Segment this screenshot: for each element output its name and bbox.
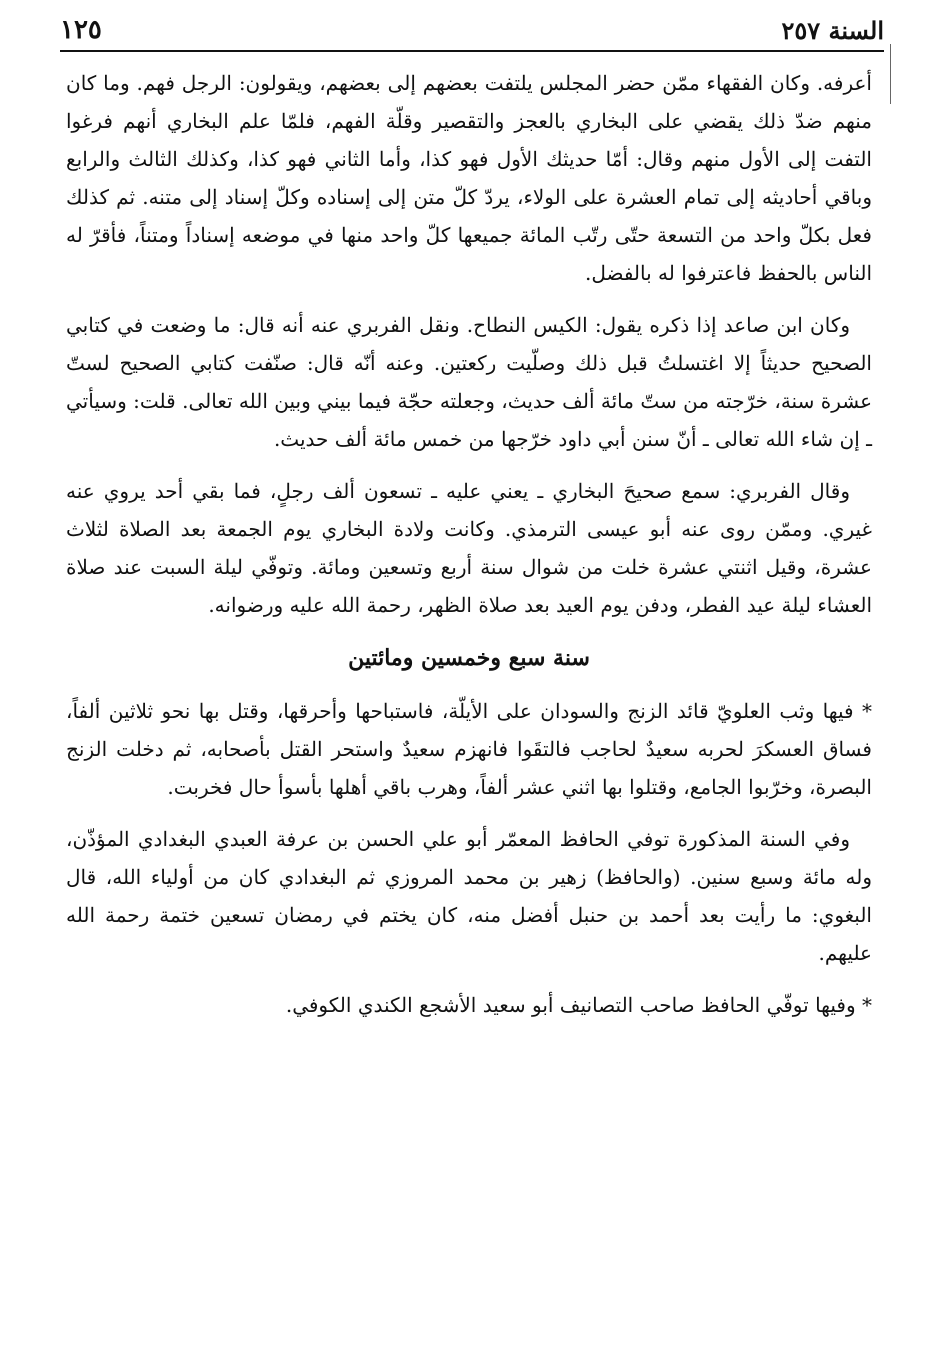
paragraph-ibn-saad: وكان ابن صاعد إذا ذكره يقول: الكيس النطاح. ونقل الفربري عنه أنه قال: ما وضعت في كتابي الصحيح حديثاً إلا اغتسلتُ قبل ذلك وصلّيت ركعتين. وعنه أنّه قال: صنّفت كتابي الصحيح لستّ عشرة سنة، خرّجته من ستّ مائة ألف حديث، وجعلته حجّة فيما بيني وبين الله تعالى. قلت: وسيأتي ـ إن شاء الله تعالى ـ أنّ سنن أبي داود خرّجها من خمس مائة ألف حديث. — [66, 313, 872, 451]
paragraph-ashja: * وفيها توفّي الحافظ صاحب التصانيف أبو سعيد الأشجع الكندي الكوفي. — [285, 993, 872, 1017]
header-rule — [60, 50, 884, 52]
paragraph-zanj: * فيها وثب العلويّ قائد الزنج والسودان على الأيلّة، فاستباحها وأحرقها، وقتل بها نحو ثلاثين ألفاً، فساق العسكرَ لحربه سعيدٌ لحاجب فالتقَوا فانهزم سعيدٌ واستحر القتل بأصحابه، ثم دخلت الزنج البصرة، وخرّبوا الجامع، وقتلوا بها اثني عشر ألفاً، وهرب باقي أهلها بأسوأ حال فخربت. — [66, 699, 872, 799]
margin-line — [890, 44, 891, 104]
running-head: السنة ٢٥٧ — [781, 15, 884, 45]
page-number: ١٢٥ — [60, 15, 102, 45]
page-header — [60, 14, 884, 46]
section-heading: سنة سبع وخمسين ومائتين — [348, 645, 590, 671]
paragraph-deaths: وفي السنة المذكورة توفي الحافظ المعمّر أبو علي الحسن بن عرفة العبدي البغدادي المؤذّن، وله مائة وسبع سنين. (والحافظ) زهير بن محمد المروزي ثم البغدادي كان من أولياء الله، قال البغوي: ما رأيت بعد أحمد بن حنبل أفضل منه، كان يختم في رمضان تسعين ختمة رحمة الله عليهم. — [66, 827, 872, 965]
paragraph-albukhari-test: أعرفه. وكان الفقهاء ممّن حضر المجلس يلتفت بعضهم إلى بعضهم، ويقولون: الرجل فهم. وما كان منهم ضدّ ذلك يقضي على البخاري بالعجز والتقصير وقلّة الفهم، فلمّا علم البخاري أنهم فرغوا التفت إلى الأول منهم وقال: أمّا حديثك الأول فهو كذا، وأما الثاني فهو كذا، وكذلك الثالث والرابع وباقي أحاديثه إلى تمام العشرة على الولاء، يردّ كلّ متن إلى إسناده وكلّ إسناد إلى متنه. ثم كذلك فعل بكلّ واحد من التسعة حتّى رتّب المائة جميعها كلّ واحد منها في موضعه إسناداً ومتناً، فأقرّ له الناس بالحفظ فاعترفوا له بالفضل. — [66, 71, 872, 285]
page-body — [66, 64, 872, 1038]
paragraph-firabri: وقال الفربري: سمع صحيحَ البخاري ـ يعني عليه ـ تسعون ألف رجلٍ، فما بقي أحد يروي عنه غيري. وممّن روى عنه أبو عيسى الترمذي. وكانت ولادة البخاري يوم الجمعة بعد الصلاة لثلاث عشرة، وقيل اثنتي عشرة خلت من شوال سنة أربع وتسعين ومائة. وتوفّي ليلة السبت عند صلاة العشاء ليلة عيد الفطر، ودفن يوم العيد بعد صلاة الظهر، رحمة الله عليه ورضوانه. — [66, 479, 872, 617]
